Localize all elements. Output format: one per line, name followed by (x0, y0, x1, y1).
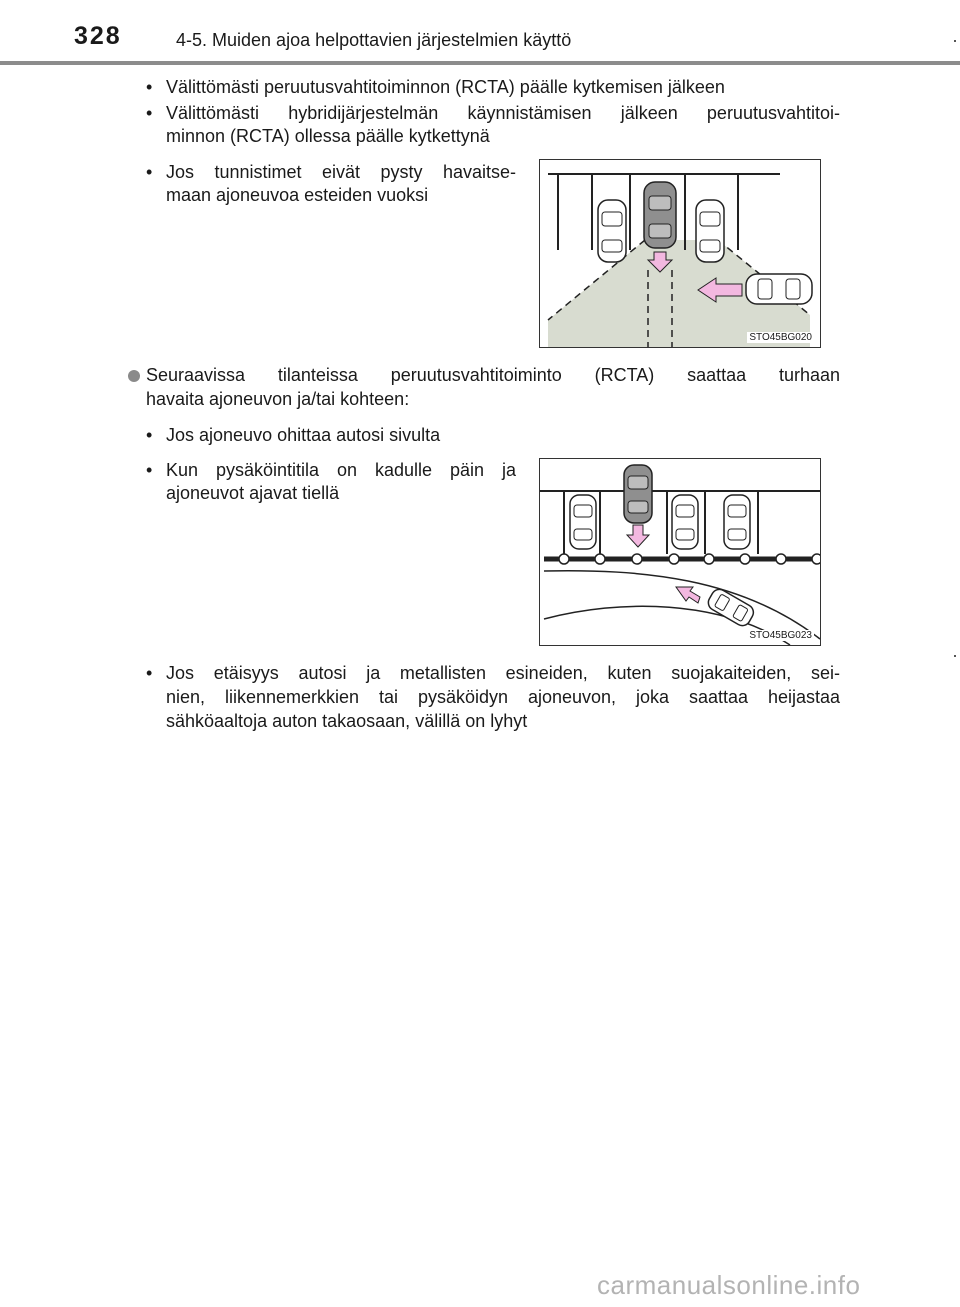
parked-car (724, 495, 750, 549)
own-car (644, 182, 676, 248)
street-parking-illustration (540, 459, 820, 645)
bullet-text: ajoneuvot ajavat tiellä (166, 483, 340, 503)
parked-car (598, 200, 626, 262)
bullet-text: Kun pysäköintitila on kadulle päin ja (166, 460, 516, 480)
parked-car (570, 495, 596, 549)
figure-code: STO45BG020 (749, 332, 812, 343)
bullet-dot: • (146, 77, 153, 97)
parked-car (696, 200, 724, 262)
point-marker-icon (128, 370, 140, 382)
parked-car (672, 495, 698, 549)
approaching-car (746, 274, 812, 304)
bullet-dot: • (146, 162, 153, 182)
reverse-arrow (627, 525, 649, 547)
road-edge (544, 571, 820, 639)
bullet-dot: • (146, 663, 153, 683)
bullet-text: minnon (RCTA) ollessa päälle kytkettynä (166, 126, 490, 146)
bullet-dot: • (146, 103, 153, 123)
main-point-text: havaita ajoneuvon ja/tai kohteen: (146, 389, 410, 409)
bullet-text: nien, liikennemerkkien tai pysäköidyn ajoneuvon, joka saattaa heijastaa (166, 687, 840, 707)
bullet-text: Jos ajoneuvo ohittaa autosi sivulta (166, 425, 441, 445)
bullet-text: Välittömästi peruutusvahtitoiminnon (RCTA) päälle kytkemisen jälkeen (166, 77, 725, 97)
header-rule (0, 61, 960, 65)
edge-mark (954, 40, 956, 42)
figure-code: STO45BG023 (749, 630, 812, 641)
watermark: carmanualsonline.info (597, 1270, 861, 1300)
edge-mark (954, 655, 956, 657)
figure-blocked-sensors (539, 159, 821, 348)
approach-arrow (676, 587, 700, 603)
bullet-dot: • (146, 460, 153, 480)
bullet-text: Jos tunnistimet eivät pysty havaitse- (166, 162, 516, 182)
bullet-text: Jos etäisyys autosi ja metallisten esineiden, kuten suojakaiteiden, sei- (166, 663, 840, 683)
bullet-text: maan ajoneuvoa esteiden vuoksi (166, 185, 429, 205)
page-number: 328 (74, 22, 122, 50)
bullet-text: sähköaaltoja auton takaosaan, välillä on lyhyt (166, 711, 528, 731)
section-title: 4-5. Muiden ajoa helpottavien järjestelmien käyttö (176, 30, 572, 50)
bullet-text: Välittömästi hybridijärjestelmän käynnistämisen jälkeen peruutusvahtitoi- (166, 103, 840, 123)
own-car (624, 465, 652, 523)
bullet-dot: • (146, 425, 153, 445)
parking-lot-illustration (540, 160, 820, 347)
figure-street-parking (539, 458, 821, 646)
main-point-text: Seuraavissa tilanteissa peruutusvahtitoiminto (RCTA) saattaa turhaan (146, 365, 840, 385)
